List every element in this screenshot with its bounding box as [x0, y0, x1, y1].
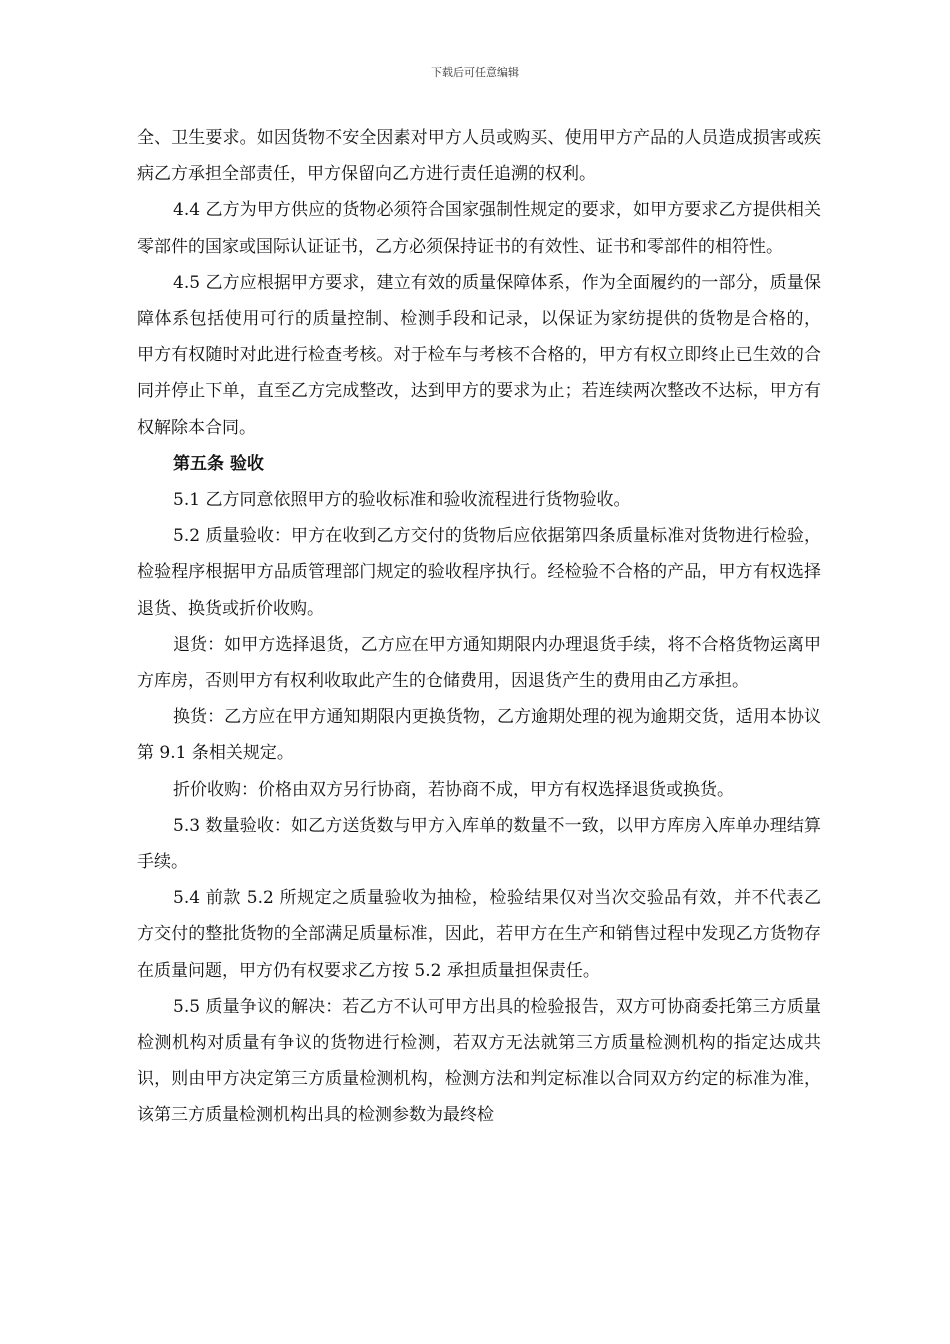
- paragraph-continuation: 全、卫生要求。如因货物不安全因素对甲方人员或购买、使用甲方产品的人员造成损害或疾病乙方承担全部责任，甲方保留向乙方进行责任追溯的权利。: [137, 128, 821, 185]
- clause-exchange: 换货：乙方应在甲方通知期限内更换货物，乙方逾期处理的视为逾期交货，适用本协议第 9.1 条相关规定。: [137, 707, 821, 764]
- article-5-heading: 第五条 验收: [173, 453, 264, 474]
- page-header: 下载后可任意编辑: [431, 66, 519, 79]
- clause-5-1: 5.1 乙方同意依照甲方的验收标准和验收流程进行货物验收。: [173, 490, 631, 511]
- clause-4-4: 4.4 乙方为甲方供应的货物必须符合国家强制性规定的要求，如甲方要求乙方提供相关零部件的国家或国际认证证书，乙方必须保持证书的有效性、证书和零部件的相符性。: [137, 200, 821, 257]
- clause-discount: 折价收购：价格由双方另行协商，若协商不成，甲方有权选择退货或换货。: [173, 779, 734, 800]
- clause-4-5: 4.5 乙方应根据甲方要求，建立有效的质量保障体系，作为全面履约的一部分，质量保障体系包括使用可行的质量控制、检测手段和记录，以保证为家纺提供的货物是合格的， 甲方有权随时对此进行检查考核。对于检车与考核不合格的，甲方有权立即终止已生效的合同并停止下单，直至乙方完成整改，达到甲方的要求为止；若连续两次整改不达标，甲方有权解除本合同。: [137, 272, 821, 438]
- clause-return: 退货：如甲方选择退货，乙方应在甲方通知期限内办理退货手续，将不合格货物运离甲方库房，否则甲方有权利收取此产生的仓储费用，因退货产生的费用由乙方承担。: [137, 634, 821, 692]
- clause-5-5: 5.5 质量争议的解决：若乙方不认可甲方出具的检验报告，双方可协商委托第三方质量检测机构对质量有争议的货物进行检测，若双方无法就第三方质量检测机构的指定达成共识，则由甲方决定第三方质量检测机构，检测方法和判定标准以合同双方约定的标准为准，该第三方质量检测机构出具的检测参数为最终检: [137, 996, 821, 1126]
- clause-5-2: 5.2 质量验收：甲方在收到乙方交付的货物后应依据第四条质量标准对货物进行检验，检验程序根据甲方品质管理部门规定的验收程序执行。经检验不合格的产品，甲方有权选择退货、换货或折价收购。: [137, 526, 821, 619]
- clause-5-4: 5.4 前款 5.2 所规定之质量验收为抽检，检验结果仅对当次交验品有效，并不代表乙方交付的整批货物的全部满足质量标准，因此，若甲方在生产和销售过程中发现乙方货物存在质量问题，甲方仍有权要求乙方按 5.2 承担质量担保责任。: [137, 888, 821, 981]
- clause-5-3: 5.3 数量验收：如乙方送货数与甲方入库单的数量不一致，以甲方库房入库单办理结算手续。: [137, 815, 821, 873]
- document-body: [137, 120, 821, 1134]
